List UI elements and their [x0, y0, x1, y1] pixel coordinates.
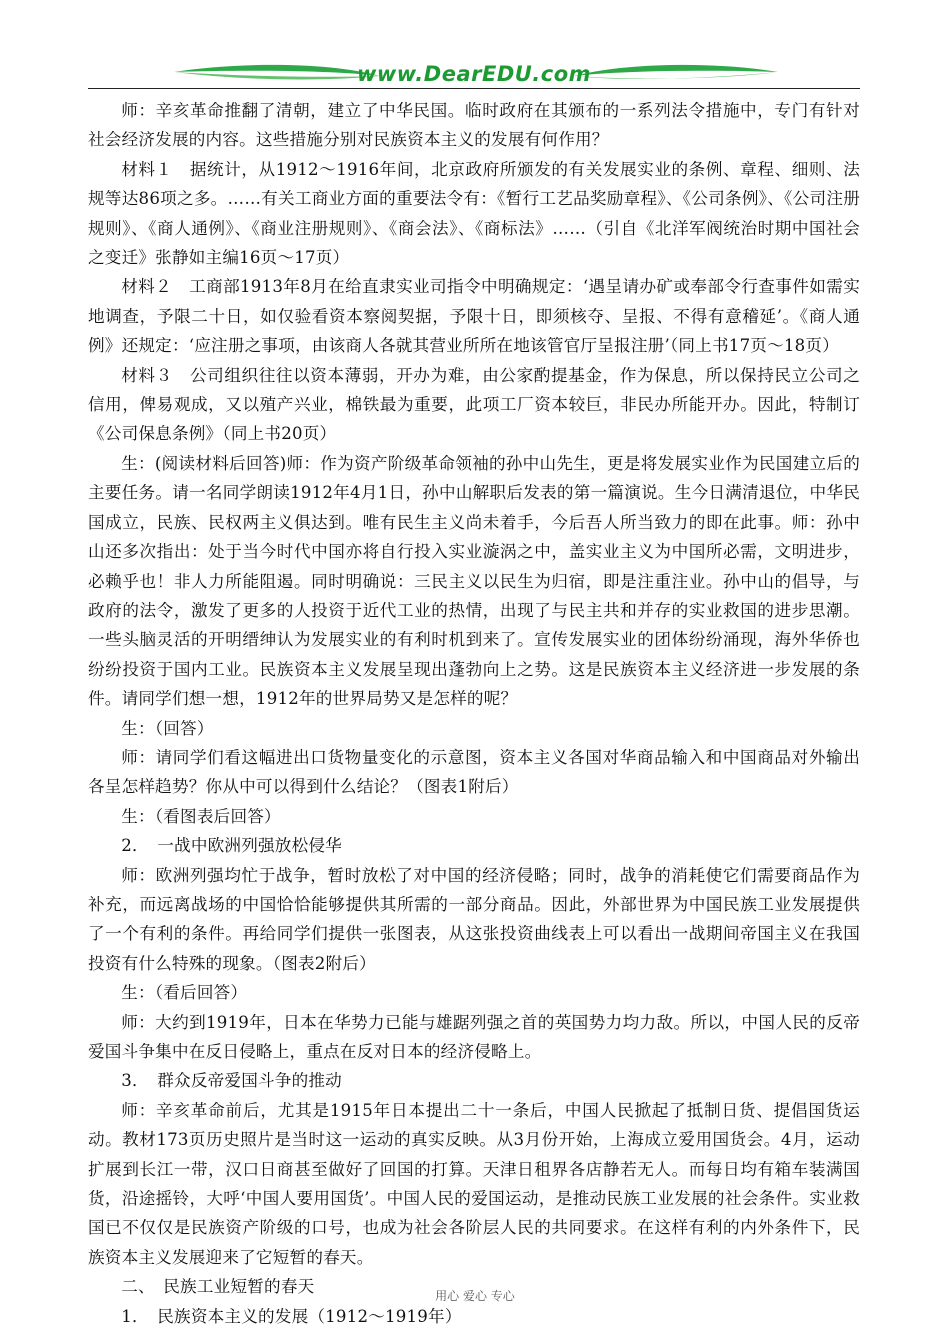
paragraph: 材料１ 据统计，从1912～1916年间，北京政府所颁发的有关发展实业的条例、章程、细则、法规等达86项之多。……有关工商业方面的重要法令有：《暂行工艺品奖励章程》、《公司条例》、《公司注册规则》、《商人通例》、《商业注册规则》、《商会法》、《商标法》……（引自《北洋军阀统治时期中国社会之变迁》张静如主编16页～17页） [88, 159, 860, 268]
paragraph: 材料３ 公司组织往往以资本薄弱，开办为难，由公家酌提基金，作为保息，所以保持民立公司之信用，俾易观成，又以殖产兴业，棉铁最为重要，此项工厂资本较巨，非民办所能开办。因此，特制订《公司保息条例》（同上书20页） [88, 365, 860, 444]
paragraph: 生：（回答） [121, 718, 214, 738]
page-footer: 用心 爱心 专心 [435, 1289, 515, 1303]
paragraph: 生：（看后回答） [121, 983, 248, 1003]
paragraph: 生：（看图表后回答） [121, 806, 281, 826]
paragraph: 师：辛亥革命推翻了清朝，建立了中华民国。临时政府在其颁布的一系列法令措施中，专门有针对社会经济发展的内容。这些措施分别对民族资本主义的发展有何作用？ [88, 101, 860, 150]
paragraph: 师：大约到1919年，日本在华势力已能与雄踞列强之首的英国势力均力敌。所以，中国人民的反帝爱国斗争集中在反日侵略上，重点在反对日本的经济侵略上。 [88, 1012, 860, 1061]
section-heading: 1． 民族资本主义的发展（1912～1919年） [121, 1306, 462, 1326]
paragraph: 生：(阅读材料后回答)师：作为资产阶级革命领袖的孙中山先生，更是将发展实业作为民国建立后的主要任务。请一名同学朗读1912年4月1日，孙中山解职后发表的第一篇演说。生今日满清退位，中华民国成立，民族、民权两主义俱达到。唯有民生主义尚未着手，今后吾人所当致力的即在此事。师：孙中山还多次指出：处于当今时代中国亦将自行投入实业漩涡之中，盖实业主义为中国所必需，文明进步，必赖乎也！非人力所能阻遏。同时明确说：三民主义以民生为归宿，即是注重注业。孙中山的倡导，与政府的法令，激发了更多的人投资于近代工业的热情，出现了与民主共和并存的实业救国的进步思潮。一些头脑灵活的开明缙绅认为发展实业的有利时机到来了。宣传发展实业的团体纷纷涌现，海外华侨也纷纷投资于国内工业。民族资本主义发展呈现出蓬勃向上之势。这是民族资本主义经济进一步发展的条件。请同学们想一想，1912年的世界局势又是怎样的呢？ [88, 453, 860, 709]
paragraph: 师：请同学们看这幅进出口货物量变化的示意图，资本主义各国对华商品输入和中国商品对外输出各呈怎样趋势？你从中可以得到什么结论？（图表1附后） [88, 747, 860, 797]
section-heading: 3． 群众反帝爱国斗争的推动 [121, 1071, 342, 1091]
paragraph: 材料２ 工商部1913年8月在给直隶实业司指令中明确规定：‘遇呈请办矿或奉部令行查事件如需实地调查，予限二十日，如仅验看资本察阅契据，予限十日，即须核夺、呈报、不得有意稽延’。《商人通例》还规定：‘应注册之事项，由该商人各就其营业所所在地该管官厅呈报注册’（同上书17页～18页） [88, 277, 860, 356]
header-divider [88, 88, 860, 89]
paragraph: 师：辛亥革命前后，尤其是1915年日本提出二十一条后，中国人民掀起了抵制日货、提倡国货运动。教材173页历史照片是当时这一运动的真实反映。从3月份开始，上海成立爱用国货会。4月，运动扩展到长江一带，汉口日商甚至做好了回国的打算。天津日租界各店静若无人。而每日均有箱车装满国货，沿途摇铃，大呼‘中国人要用国货’。中国人民的爱国运动，是推动民族工业发展的社会条件。实业救国已不仅仅是民族资产阶级的口号，也成为社会各阶层人民的共同要求。在这样有利的内外条件下，民族资本主义发展迎来了它短暂的春天。 [88, 1100, 860, 1267]
section-heading: 二、 民族工业短暂的春天 [121, 1277, 315, 1297]
document-body [88, 96, 860, 1331]
site-logo-text: www.DearEDU.com [356, 62, 592, 86]
section-heading: 2． 一战中欧洲列强放松侵华 [121, 836, 342, 856]
paragraph: 师：欧洲列强均忙于战争，暂时放松了对中国的经济侵略；同时，战争的消耗使它们需要商品作为补充，而远离战场的中国恰恰能够提供其所需的一部分商品。因此，外部世界为中国民族工业发展提供了一个有利的条件。再给同学们提供一张图表，从这张投资曲线表上可以看出一战期间帝国主义在我国投资有什么特殊的现象。（图表2附后） [88, 865, 860, 973]
